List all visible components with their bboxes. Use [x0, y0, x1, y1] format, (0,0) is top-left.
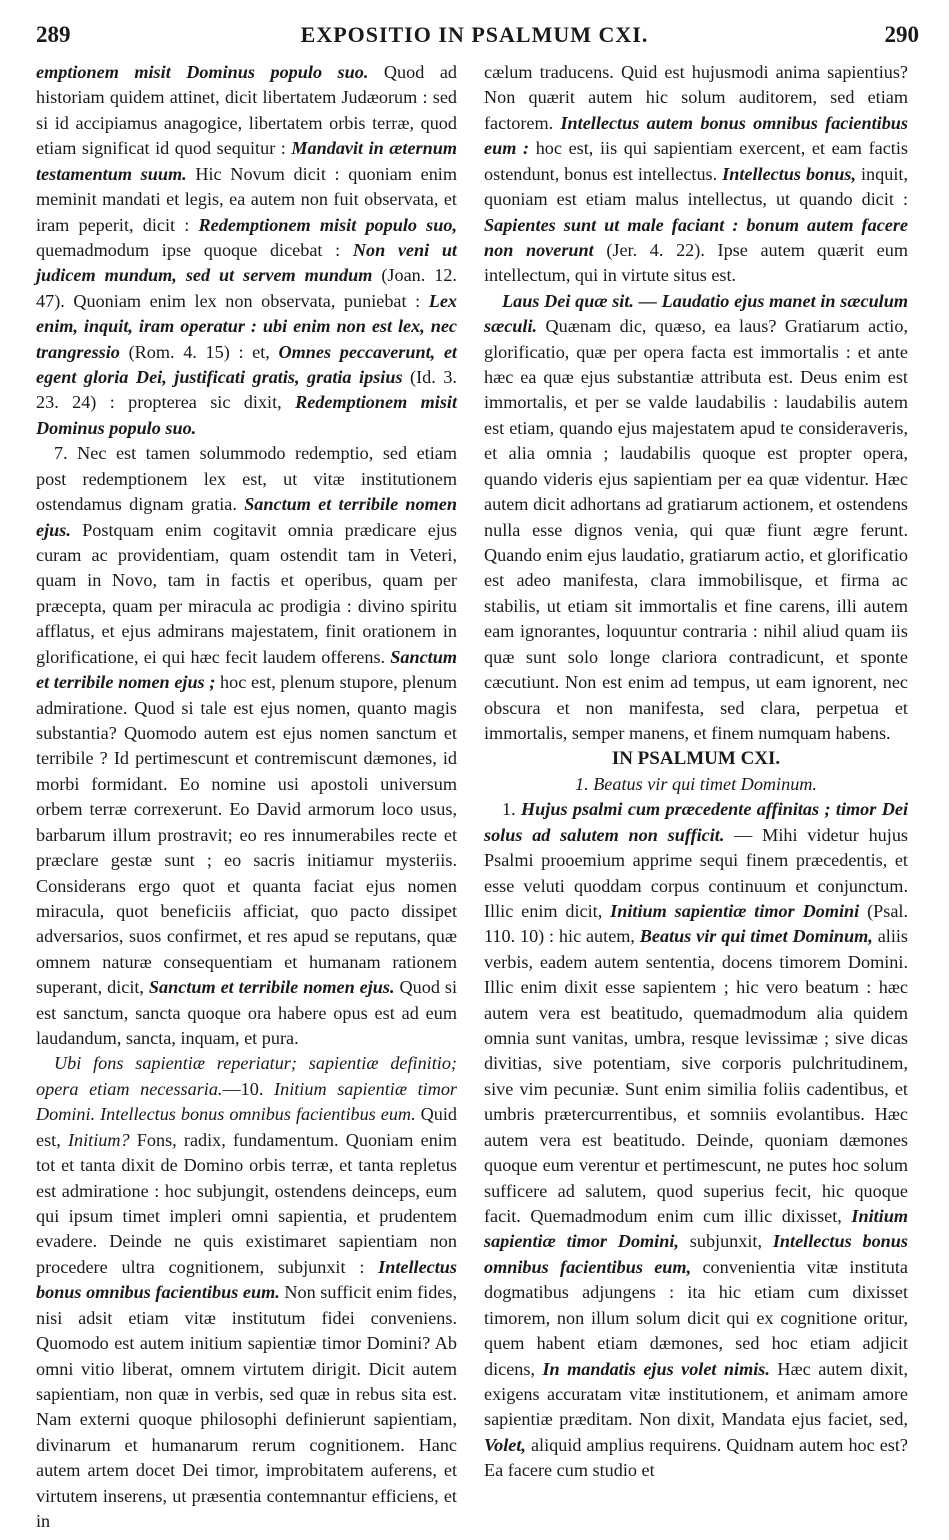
paragraph: 7. Nec est tamen solummodo redemptio, sed etiam post redemptionem lex est, ut vitæ institutionem ostendamus dignam gratia. Sanctum et terribile nomen ejus. Postquam enim cogitavit omnia prædicare ejus curam ac providentiam, quam ostendit tam in Veteri, quam in Novo, tam in factis et operibus, quam per præcepta, quam per miracula ac prodigia : divino spiritu afflatus, et ejus admirans majestatem, finit orationem in glorificatione, ei qui hæc fecit laudem offerens. Sanctum et terribile nomen ejus ; hoc est, plenum stupore, plenum admiratione. Quod si tale est ejus nomen, quanto magis substantia? Quomodo autem est ejus nomen sanctum et terribile ? Id pertimescunt et contremiscunt dæmones, id morbi formidant. Eo nomine usi apostoli universum orbem terræ correxerunt. Eo David armorum loco usus, barbarum illum prostravit; eo res innumerabiles recte et præclare gestæ sunt ; eo sacris initiamur mysteriis. Considerans ergo quot et quanta faciat ejus nomen miracula, quot beneficiis afficiat, quo pacto dissipet adversarios, suos confirmet, et res apud se reputans, quæ omnem naturæ consequentiam et humanam rationem superant, dicit, Sanctum et terribile nomen ejus. Quod si est sanctum, sancta quoque ora habere opus est ad eum laudandum, sancta, inquam, et pura.	[36, 443, 457, 1049]
paragraph: emptionem misit Dominus populo suo. Quod ad historiam quidem attinet, dicit libertatem Judæorum : sed si id accipiamus anagogice, libertatem orbis terræ, quod etiam significat id quod sequitur : Mandavit in æternum testamentum suum. Hic Novum dicit : quoniam enim meminit mandati et legis, ea autem non fuit observata, et iram peperit, dicit : Redemptionem misit populo suo, quemadmodum ipse quoque dicebat : Non veni ut judicem mundum, sed ut servem mundum (Joan. 12. 47). Quoniam enim lex non observata, puniebat : Lex enim, inquit, iram operatur : ubi enim non est lex, nec trangressio (Rom. 4. 15) : et, Omnes peccaverunt, et egent gloria Dei, justificati gratis, gratia ipsius (Id. 3. 23. 24) : propterea sic dixit, Redemptionem misit Dominus populo suo.	[36, 62, 458, 438]
psalm-verse-heading: 1. Beatus vir qui timet Dominum.	[575, 773, 817, 794]
paragraph: Ubi fons sapientiæ reperiatur; sapientiæ definitio; opera etiam necessaria.—10. Initium sapientiæ timor Domini. Intellectus bonus omnibus facientibus eum. Quid est, Initium? Fons, radix, fundamentum. Quoniam enim tot et tanta dixit de Domino orbis terræ, et tanta repletus est admiratione : hoc subjungit, ostendens deinceps, eum qui ipsum timet impleri omni sapientia, et prudentem evadere. Deinde ne quis existimaret sapientiam non procedere ultra cognitionem, subjunxit : Intellectus bonus omnibus facientibus eum. Non sufficit enim fides, nisi adsit etiam vitæ institutum fidei conveniens. Quomodo est autem initium sapientiæ timor Domini? Ab omni vitio liberat, omnem virtutem dirigit. Dicit autem sapientiam, non quæ in verbis, sed quæ in rebus sita est. Nam externi quoque philosophi definierunt sapientiam, divinarum et humanarum rerum cognitionem. Hanc autem artem docet Dei timor, improbitatem auferens, et virtutem inserens, ut præsentia contemnantur efficiens, et in	[36, 1053, 458, 1532]
running-header	[0, 14, 949, 50]
paragraph: 1. Hujus psalmi cum præcedente affinitas ; timor Dei solus ad salutem non sufficit. — Mihi videtur hujus Psalmi prooemium apprime sequi finem præcedentis, et esse veluti quoddam corpus continuum et conjunctum. Illic enim dicit, Initium sapientiæ timor Domini (Psal. 110. 10) : hic autem, Beatus vir qui timet Dominum, aliis verbis, eadem autem sententia, docens timorem Domini. Illic enim dixit esse sapientem ; hic vero beatum : hæc autem vera est beatitudo, quemadmodum alia quidem omnia sunt vanitas, umbra, resque levissimæ ; sive dicas divitias, sive potentiam, sive corporis pulchritudinem, sive vim pecuniæ. Sunt enim similia foliis cadentibus, et umbris prætercurrentibus, et somniis evolantibus. Hæc autem vera est beatitudo. Deinde, quoniam dæmones quoque eum verentur et pertimescunt, ne putes hoc solum sufficere ad salutem, quod superius fecit, hic quoque facit. Quemadmodum enim cum illic dixisset, Initium sapientiæ timor Domini, subjunxit, Intellectus bonus omnibus facientibus eum, convenientia vitæ instituta dogmatibus adjungens : ita hic etiam cum dixisset timorem, non illum solum dicit qui ex cognitione oritur, quem habent etiam dæmones, sed hoc etiam adjicit dicens, In mandatis ejus volet nimis. Hæc autem dixit, exigens accuratam vitæ institutionem, et animam amore sapientiæ præditam. Non dixit, Mandata ejus faciet, sed, Volet, aliquid amplius requirens. Quidnam autem hoc est? Ea facere cum studio et	[484, 799, 909, 1481]
psalm-heading: IN PSALMUM CXI.	[611, 748, 781, 770]
paragraph: cælum traducens. Quid est hujusmodi anima sapientius? Non quærit autem hic solum auditorem, sed etiam factorem. Intellectus autem bonus omnibus facientibus eum : hoc est, iis qui sapientiam exercent, et eam factis ostendunt, bonus est intellectus. Intellectus bonus, inquit, quoniam est etiam malus intellectus, ut quando dicit : Sapientes sunt ut male faciant : bonum autem facere non noverunt (Jer. 4. 22). Ipse autem quærit eum intellectum, qui in virtute situs est.	[484, 62, 908, 286]
right-column	[484, 60, 908, 1484]
paragraph: Laus Dei quæ sit. — Laudatio ejus manet in sæculum sæculi. Quænam dic, quæso, ea laus? Gratiarum actio, glorificatio, quæ per opera facta est immortalis : et ante hæc ea quæ ejus substantiæ attributa est. Deus enim est immortalis, et per se valde laudabilis : laudabilis autem est etiam, quando ejus majestatem apud te consideraveris, et alia omnia ; laudabilis quoque est propter opera, quando videris ejus sapientiam per ea quæ videntur. Hæc autem dicit adhortans ad gratiarum actionem, et ostendens nulla esse dignos venia, qui quæ fiunt ægre ferunt. Quando enim ejus laudatio, gratiarum actio, et glorificatio est adeo manifesta, clara immobilisque, et firma ac stabilis, ut etiam sit immortalis et fine carens, illi autem eam ignorantes, loquuntur contraria : nihil aliud quam iis quæ sunt solo longe clariora contradicunt, et sponte cæcutiunt. Non est enim ad tempus, ut eam ignorent, nec obscura et non manifesta, sed clara, perpetua et immortalis, semper manens, et finem numquam habens.	[484, 290, 908, 743]
running-title: EXPOSITIO IN PSALMUM CXI.	[300, 22, 649, 47]
left-column	[36, 60, 457, 1534]
page-number-right: 290	[884, 22, 919, 47]
page-number-left: 289	[36, 22, 71, 47]
